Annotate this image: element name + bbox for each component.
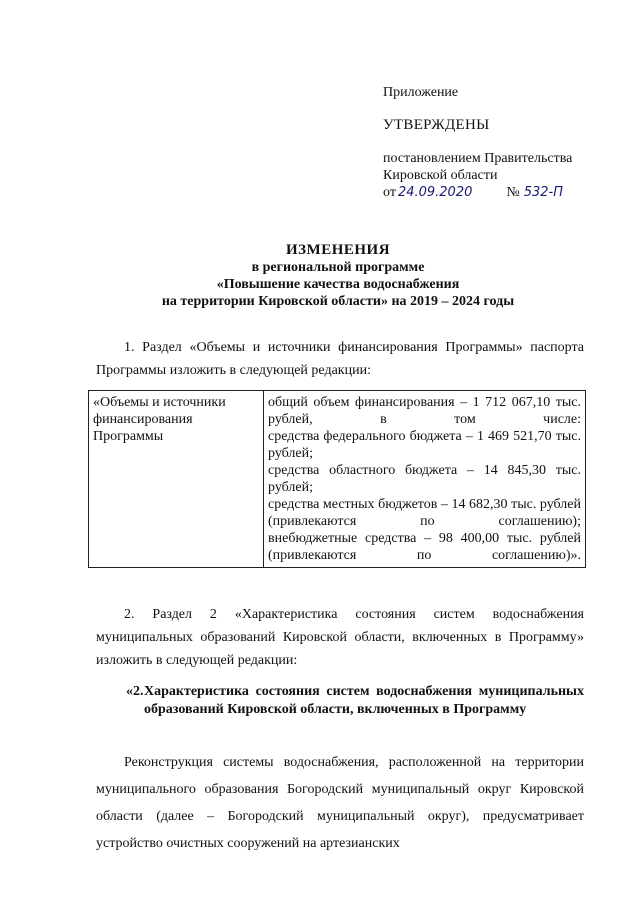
document-title [96, 242, 580, 310]
section-heading-text: Характеристика состояния систем водоснабжения муниципальных образований Кировской области, включенных в Программу [144, 684, 584, 717]
decree-line-1: постановлением Правительства [383, 151, 573, 166]
table-row [89, 391, 586, 568]
funding-federal: средства федерального бюджета – 1 469 521,70 тыс. рублей; [268, 429, 581, 461]
decree-date-number-line [383, 184, 613, 201]
title-main: ИЗМЕНЕНИЯ [285, 242, 391, 258]
approved-label: УТВЕРЖДЕНЫ [383, 117, 490, 133]
handwritten-date: 24.09.2020 [397, 185, 473, 200]
funding-extrabudgetary: внебюджетные средства – 98 400,00 тыс. рублей (привлекаются по соглашению)». [268, 531, 581, 563]
funding-regional: средства областного бюджета – 14 845,30 тыс. рублей; [268, 463, 581, 495]
section-heading [126, 683, 584, 719]
funding-table [88, 390, 586, 568]
decree-line-2: Кировской области [383, 168, 498, 183]
from-label: от [383, 185, 396, 200]
section-number: «2. [126, 684, 144, 699]
title-line-1: в региональной программе [251, 260, 425, 275]
approval-block [383, 84, 613, 201]
number-label: № [506, 185, 520, 200]
item-2-paragraph: 2. Раздел 2 «Характеристика состояния систем водоснабжения муниципальных образований Кировской области, включенных в Программу» изложить в следующей редакции: [96, 607, 584, 668]
title-line-2: «Повышение качества водоснабжения [216, 277, 460, 292]
title-line-3: на территории Кировской области» на 2019 – 2024 годы [161, 294, 515, 309]
item-1-paragraph: 1. Раздел «Объемы и источники финансирования Программы» паспорта Программы изложить в следующей редакции: [96, 340, 584, 378]
funding-total: общий объем финансирования – 1 712 067,10 тыс. рублей, в том числе: [268, 395, 581, 427]
handwritten-number: 532-П [523, 185, 564, 200]
table-cell-values [264, 391, 586, 568]
appendix-label: Приложение [383, 85, 459, 100]
funding-local: средства местных бюджетов – 14 682,30 тыс. рублей (привлекаются по соглашению); [268, 497, 581, 529]
body-paragraph: Реконструкция системы водоснабжения, расположенной на территории муниципального образования Богородский муниципальный округ Кировской области (далее – Богородский муниципальный округ), предусматривает устройство очистных сооружений на артезианских [96, 755, 584, 851]
table-cell-label: «Объемы и источники финансирования Программы [89, 391, 264, 568]
